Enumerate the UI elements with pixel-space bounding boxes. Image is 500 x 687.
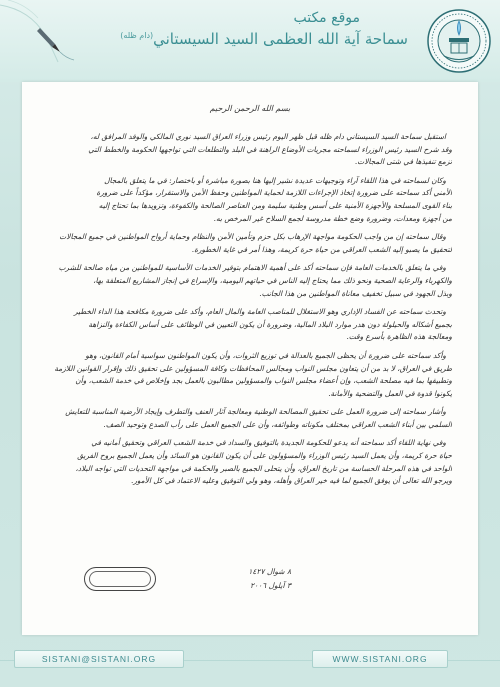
basmala: بسم الله الرحمن الرحيم	[209, 104, 291, 113]
signature-block	[84, 565, 299, 605]
letter-paragraph	[48, 306, 452, 344]
letter-paragraph	[48, 131, 452, 169]
letter-line: لتحقيق ما يصبو إليه الشعب العراقي من حياة حرة كريمة، وهذا أمر في غاية الخطورة.	[191, 244, 452, 254]
letter-line: وقال سماحته إن من واجب الحكومة مواجهة الإرهاب بكل حزم وتأمين الأمن والنظام وحماية أرواح المواطنين في جميع المجالات	[59, 232, 446, 242]
site-footer	[0, 640, 500, 687]
letter-paragraph	[48, 406, 452, 431]
letter-paragraph	[48, 262, 452, 300]
website-link[interactable]: WWW.SISTANI.ORG	[312, 650, 448, 668]
letter-document	[22, 82, 478, 635]
honorific-label: (دام ظله)	[120, 31, 154, 40]
letter-paragraph	[48, 437, 452, 487]
date-hijri: ٨ شوال ١٤٢٧	[248, 567, 291, 576]
letter-line: بجميع أشكاله والحيلولة دون هدر موارد البلاد المالية، وضرورة أن يكون التعيين في الوظائف على أساس الكفاءة والنزاهة	[88, 319, 452, 329]
letter-line: وأشار سماحته إلى ضرورة العمل على تحقيق المصالحة الوطنية ومعالجة آثار العنف والتطرف وإيجاد الأرضية المناسبة للتعايش	[65, 407, 446, 417]
date-gregorian: ٣ آيلول ٢٠٠٦	[250, 581, 291, 590]
letter-line: حياة حرة كريمة، وأن يعمل السيد رئيس الوزراء والمسؤولون على أن يكون القانون هو السائد وأن يعمل الجميع بروح الفريق	[77, 451, 452, 461]
letter-line: من أجهزة ومعدات، وضرورة وضع خطة مدروسة لجمع السلاح غير المرخص به.	[213, 213, 452, 223]
letter-paragraph	[48, 175, 452, 225]
letter-line: طريق في العراق، لا بد من أن يتعاون مجلس النواب ومجالس المحافظات وكافة المسؤولين على تحقيق ذلك وإقرار القوانين اللازمة	[54, 363, 452, 373]
letter-line: تزمع تنفيذها في شتى المجالات.	[354, 157, 452, 167]
letter-paragraph	[48, 350, 452, 400]
letter-line: والكهرباء والرعاية الصحية ونحو ذلك مما يحتاج إليه الناس في حياتهم اليومية، والإسراع في إنجاز المشاريع المتعلقة بها،	[93, 275, 452, 285]
letter-line: ومعالجة هذه الظاهرة بأسرع وقت.	[346, 332, 452, 342]
letter-line: الأمني أكد سماحته على ضرورة إتخاذ الإجراءات اللازمة لحماية المواطنين وحفظ الأمن والاستقرار، مؤكداً على ضرورة	[96, 188, 452, 198]
site-header	[0, 0, 500, 82]
email-link[interactable]: SISTANI@SISTANI.ORG	[14, 650, 184, 668]
letter-line: وكان لسماحته في هذا اللقاء آراء وتوجيهات عديدة نشير إليها هنا بصورة مباشرة أو باختصار: في ما يتعلق بالمجال	[104, 175, 446, 185]
site-subtitle-text: سماحة آية الله العظمى السيد السيستاني	[153, 30, 408, 48]
letter-line: وفي نهاية اللقاء أكد سماحته أنه يدعو للحكومة الجديدة بالتوفيق والسداد في خدمة الشعب العراقي وتحقيق أمانيه في	[91, 438, 446, 448]
seal-stamp-icon	[84, 567, 156, 591]
letter-line: وقد شرح السيد رئيس الوزراء لسماحته مجريات الأوضاع الراهنة في البلد والتطلعات التي تواجهها الحكومة والخطط التي	[88, 144, 452, 154]
office-logo-icon[interactable]	[426, 8, 492, 74]
site-subtitle	[98, 30, 408, 48]
letter-paragraph	[48, 231, 452, 256]
letter-line: وبذل الجهود في سبيل تخفيف معاناة المواطنين من هذا الجانب.	[259, 288, 452, 298]
letter-line: استقبل سماحة السيد السيستاني دام ظله قبل ظهر اليوم رئيس وزراء العراق السيد نوري المالكي والوفد المرافق له،	[90, 132, 446, 141]
letter-line: يكونوا قدوة في العمل والتضحية والأمانة.	[328, 388, 452, 398]
letter-line: وتطبيقها بما فيه مصلحة الشعب، وإن أعضاء مجلس النواب والمسؤولين مطالبون بالعمل بجد وإخلاص في خدمة الشعب، وأن	[75, 376, 452, 386]
site-title: موقع مكتب	[293, 10, 360, 26]
letter-line: الواحد في هذه المرحلة الحساسة من تاريخ العراق، وأن يتحلى الجميع بالصبر والحكمة في مواجهة التحديات التي تواجه البلاد،	[75, 463, 452, 473]
letter-line: السلمي بين أبناء الشعب العراقي بمختلف مكوناته وطوائفه، وأن على الجميع العمل على رأب الصدع وتوحيد الصف.	[103, 419, 452, 429]
letter-line: وأكد سماحته على ضرورة أن يحظى الجميع بالعدالة في توزيع الثروات، وأن يكون المواطنون سواسية أمام القانون، وهو	[85, 350, 446, 360]
letter-line: وتحدث سماحته عن الفساد الإداري وهو الاستغلال للمناصب العامة والمال العام، وأكد على ضرورة مكافحة هذا الداء الخطير	[74, 307, 446, 317]
pen-decoration-icon	[0, 0, 90, 70]
letter-line: ويرجو الله تعالى أن يوفق الجميع لما فيه خير العراق وأهله، وهو ولي التوفيق وعليه الاعتماد في كل الأمور.	[130, 476, 452, 486]
letter-line: وفي ما يتعلق بالخدمات العامة فإن سماحته أكد على أهمية الاهتمام بتوفير الخدمات الأساسية للمواطنين من مياه صالحة للشرب	[58, 263, 446, 273]
letter-line: بناء القوى المسلحة والأجهزة الأمنية على أسس وطنية سليمة ومن العناصر الصالحة والكفوءة، وتزويدها بما تحتاج إليه	[98, 200, 452, 210]
